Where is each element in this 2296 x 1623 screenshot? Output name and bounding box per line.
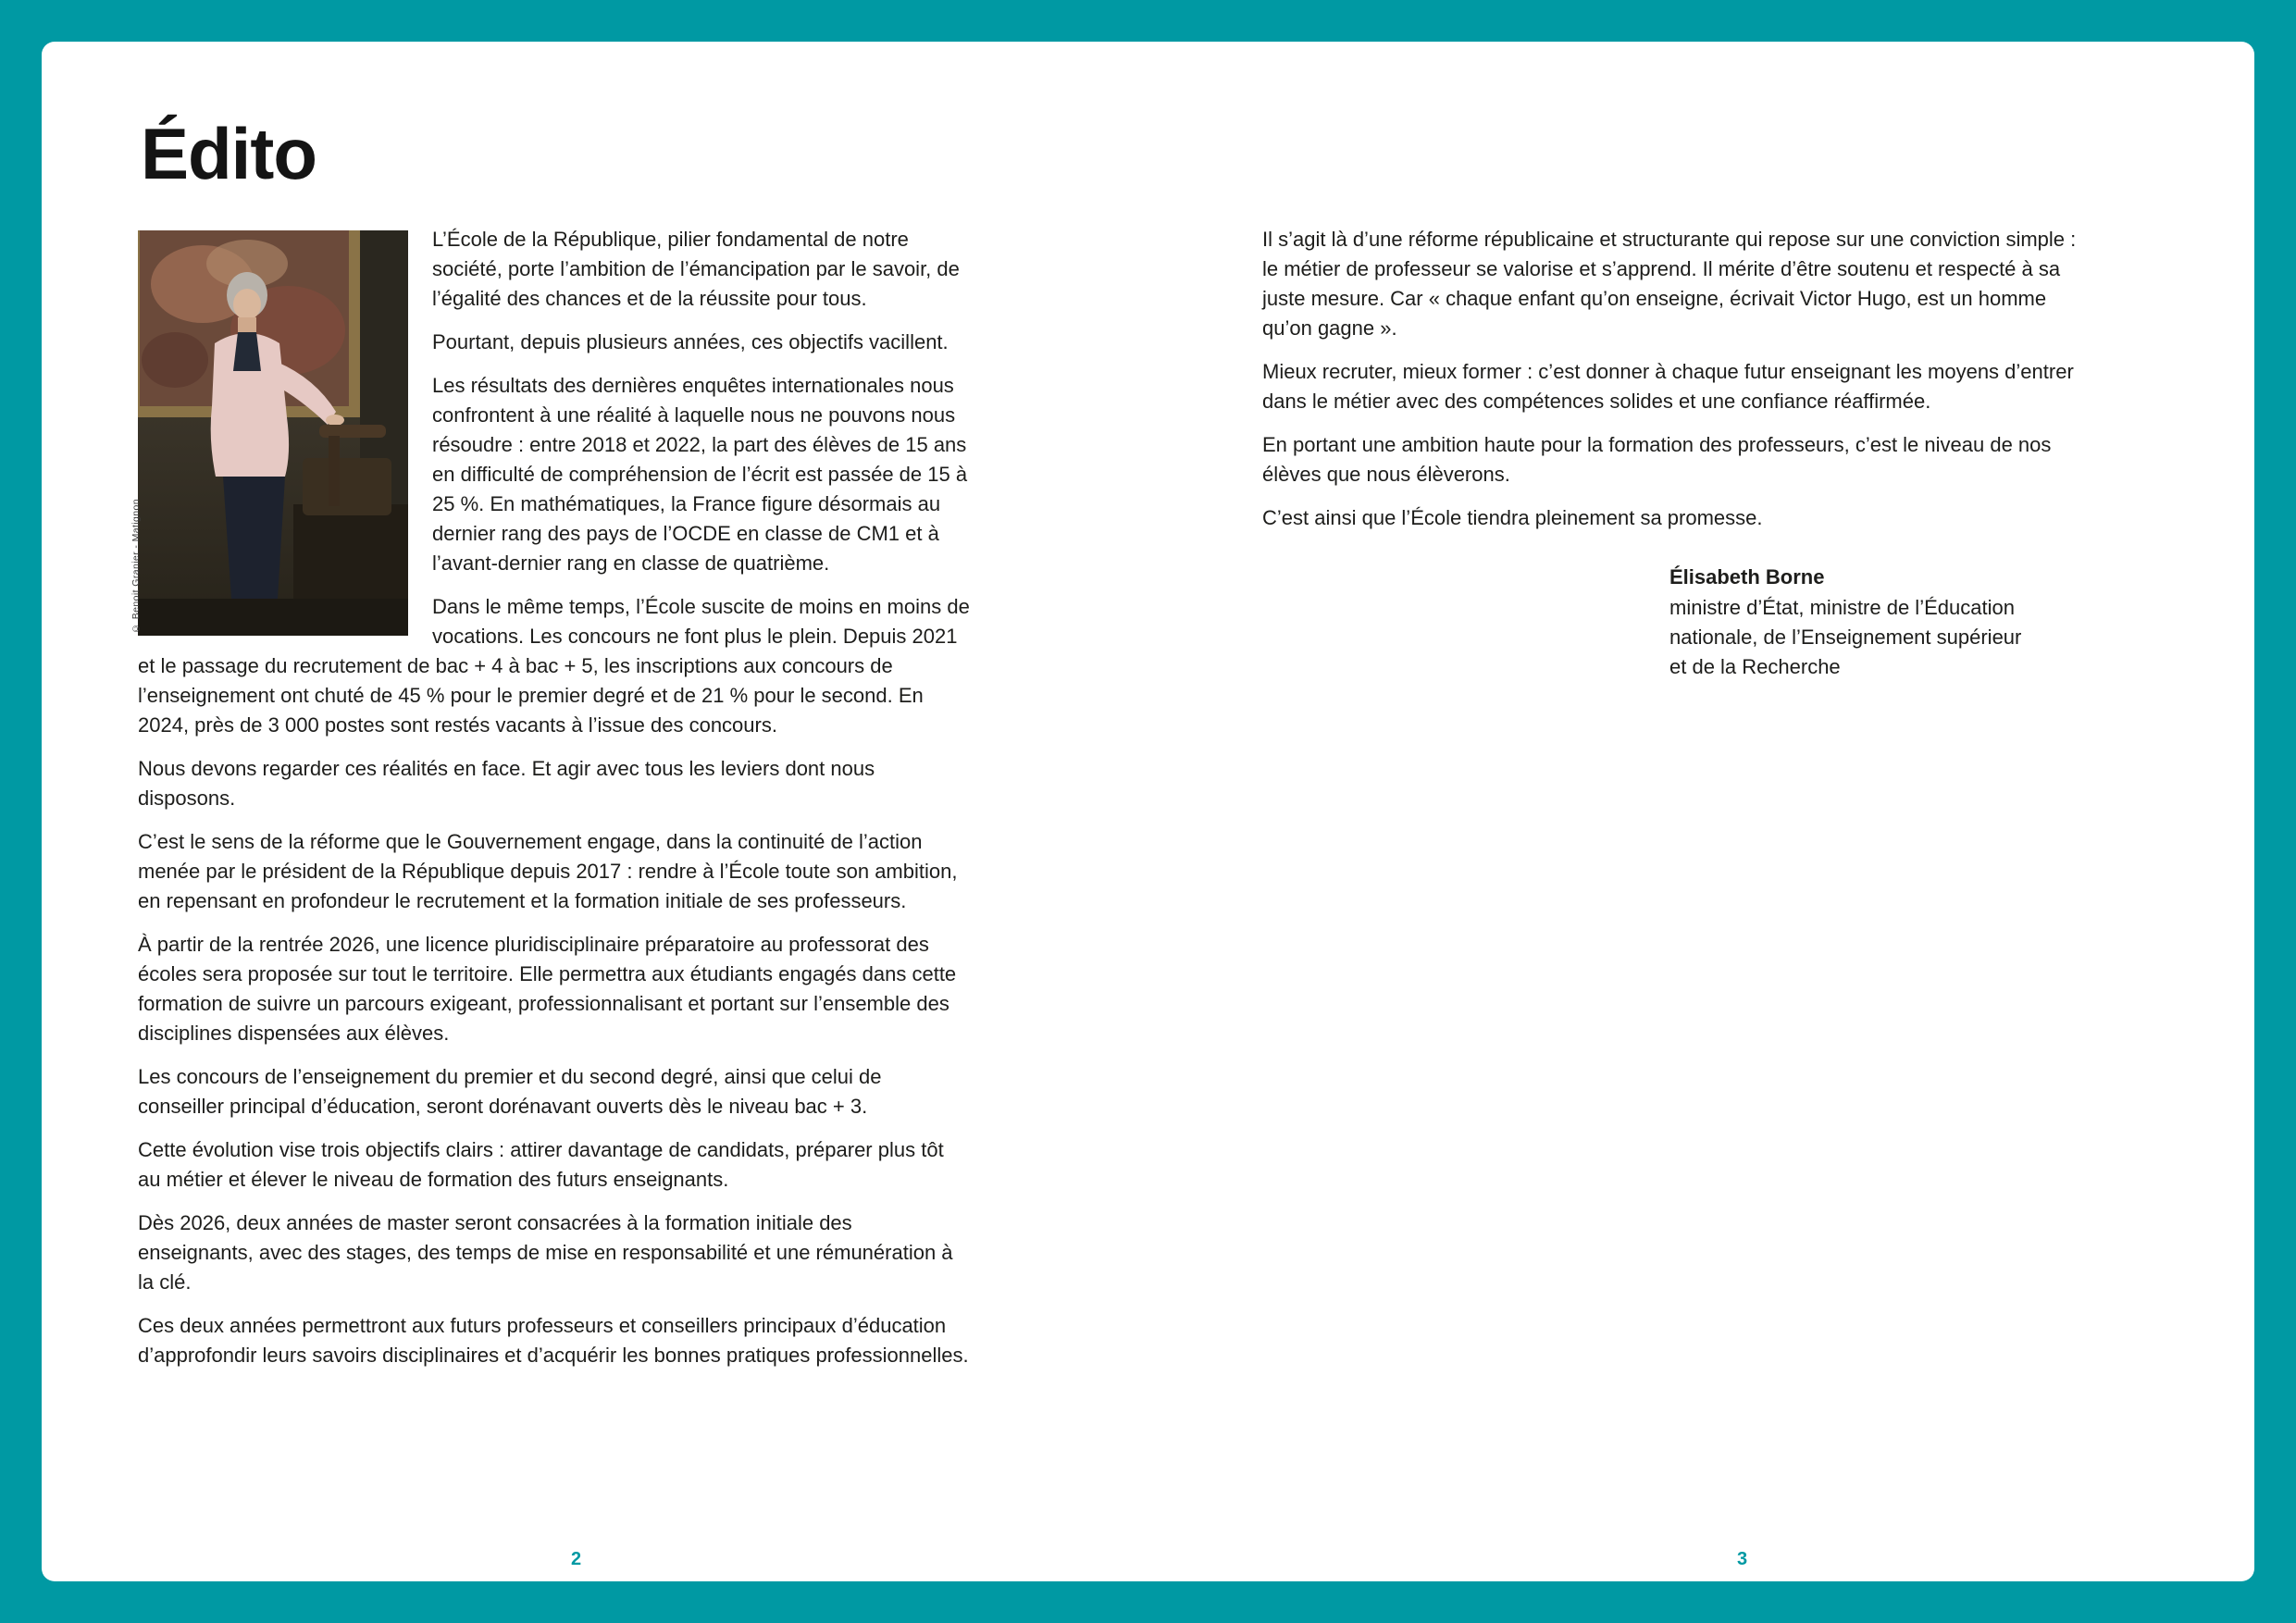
- edito-paragraph: Les résultats des dernières enquêtes internationales nous confrontent à une réalité à laquelle nous ne pouvons nous résoudre : entre 2018 et 2022, la part des élèves de 15 ans en difficulté de compréhension de l’écrit est passée de 15 à 25 %. En mathématiques, la France figure désormais au dernier rang des pays de l’OCDE en classe de CM1 et à l’avant-dernier rang en classe de quatrième.: [432, 374, 968, 575]
- edito-paragraph: Mieux recruter, mieux former : c’est donner à chaque futur enseignant les moyens d’entrer dans le métier avec des compétences solides et une confiance réaffirmée.: [1262, 360, 2074, 413]
- page-number-right: 3: [1737, 1549, 1748, 1569]
- minister-photo: [130, 230, 408, 636]
- edito-paragraph: Ces deux années permettront aux futurs professeurs et conseillers principaux d’éducation d’approfondir leurs savoirs disciplinaires et d’acquérir les bonnes pratiques professionnelles.: [138, 1314, 969, 1367]
- page-number-left: 2: [571, 1549, 582, 1569]
- right-page-column: [1262, 225, 2095, 682]
- edito-paragraph: L’École de la République, pilier fondamental de notre société, porte l’ambition de l’émancipation par le savoir, de l’égalité des chances et de la réussite pour tous.: [432, 228, 960, 310]
- edito-paragraph: Cette évolution vise trois objectifs clairs : attirer davantage de candidats, préparer plus tôt au métier et élever le niveau de formation des futurs enseignants.: [138, 1138, 944, 1191]
- photo-credit: © Benoit Granier - Matignon: [130, 499, 142, 634]
- edito-paragraph: Nous devons regarder ces réalités en face. Et agir avec tous les leviers dont nous disposons.: [138, 757, 875, 810]
- signature-block: [1669, 563, 2095, 682]
- edito-paragraph: Pourtant, depuis plusieurs années, ces objectifs vacillent.: [432, 330, 949, 353]
- edito-paragraph: Les concours de l’enseignement du premier et du second degré, ainsi que celui de conseiller principal d’éducation, seront dorénavant ouverts dès le niveau bac + 3.: [138, 1065, 882, 1118]
- edito-paragraph: Il s’agit là d’une réforme républicaine et structurante qui repose sur une conviction simple : le métier de professeur se valorise et s’apprend. Il mérite d’être soutenu et respecté à sa juste mesure. Car « chaque enfant qu’on enseigne, écrivait Victor Hugo, est un homme qu’on gagne ».: [1262, 228, 2077, 340]
- signature-role-line: et de la Recherche: [1669, 655, 1841, 678]
- document-spread: [42, 42, 2254, 1581]
- edito-paragraph: En portant une ambition haute pour la formation des professeurs, c’est le niveau de nos élèves que nous élèverons.: [1262, 433, 2052, 486]
- minister-portrait-illustration: [138, 230, 408, 636]
- edito-paragraph: C’est ainsi que l’École tiendra pleinement sa promesse.: [1262, 506, 1763, 529]
- edito-paragraph: C’est le sens de la réforme que le Gouvernement engage, dans la continuité de l’action menée par le président de la République depuis 2017 : rendre à l’École toute son ambition, en repensant en profondeur le recrutement et la formation initiale de ses professeurs.: [138, 830, 958, 912]
- edito-paragraph: À partir de la rentrée 2026, une licence pluridisciplinaire préparatoire au professorat des écoles sera proposée sur tout le territoire. Elle permettra aux étudiants engagés dans cette formation de suivre un parcours exigeant, professionnalisant et portant sur l’ensemble des disciplines dispensées aux élèves.: [138, 933, 957, 1045]
- edito-paragraph: Dès 2026, deux années de master seront consacrées à la formation initiale des enseignants, avec des stages, des temps de mise en responsabilité et une rémunération à la clé.: [138, 1211, 953, 1294]
- left-page-column: [130, 225, 971, 1384]
- edito-paragraph: Dans le même temps, l’École suscite de moins en moins de vocations. Les concours ne font plus le plein. Depuis 2021 et le passage du recrutement de bac + 4 à bac + 5, les inscriptions aux concours de l’enseignement ont chuté de 45 % pour le premier degré et de 21 % pour le second. En 2024, près de 3 000 postes sont restés vacants à l’issue des concours.: [138, 595, 970, 737]
- signature-role-line: nationale, de l’Enseignement supérieur: [1669, 626, 2022, 649]
- page-title: Édito: [141, 113, 316, 194]
- signature-name: Élisabeth Borne: [1669, 565, 1825, 588]
- signature-role-line: ministre d’État, ministre de l’Éducation: [1669, 596, 2015, 619]
